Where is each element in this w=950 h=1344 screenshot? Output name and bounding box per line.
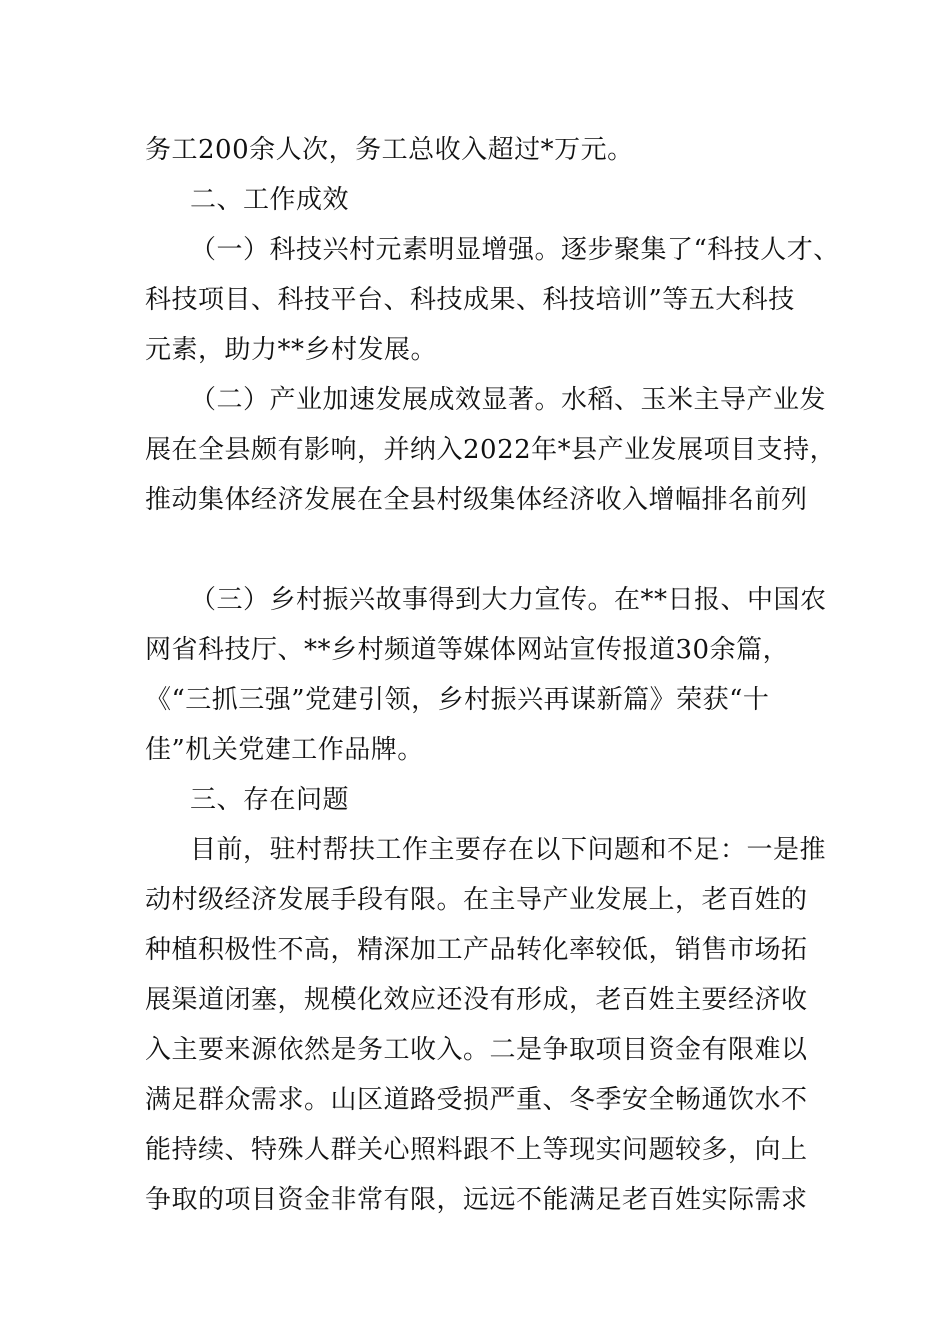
text-line: 科技项目、科技平台、科技成果、科技培训”等五大科技 (145, 285, 795, 315)
text-line: 入主要来源依然是务工收入。二是争取项目资金有限难以 (145, 1035, 808, 1065)
text-line: 能持续、特殊人群关心照料跟不上等现实问题较多，向上 (145, 1135, 808, 1165)
text-line: 推动集体经济发展在全县村级集体经济收入增幅排名前列 (145, 485, 808, 515)
text-line: 目前，驻村帮扶工作主要存在以下问题和不足：一是推 (190, 835, 827, 865)
text-line: 满足群众需求。山区道路受损严重、冬季安全畅通饮水不 (145, 1085, 808, 1115)
text-line: 《“三抓三强”党建引领，乡村振兴再谋新篇》荣获“十 (145, 685, 770, 715)
text-line: 元素，助力**乡村发展。 (145, 335, 438, 365)
text-line: 展在全县颇有影响，并纳入2022年*县产业发展项目支持， (145, 435, 837, 465)
text-line: 争取的项目资金非常有限，远远不能满足老百姓实际需求 (145, 1185, 808, 1215)
text-line: （一）科技兴村元素明显增强。逐步聚集了“科技人才、 (190, 235, 840, 265)
text-line: 展渠道闭塞，规模化效应还没有形成，老百姓主要经济收 (145, 985, 808, 1015)
text-line: （三）乡村振兴故事得到大力宣传。在**日报、中国农 (190, 585, 827, 615)
text-line: （二）产业加速发展成效显著。水稻、玉米主导产业发 (190, 385, 827, 415)
text-line: 网省科技厅、**乡村频道等媒体网站宣传报道30余篇， (145, 635, 790, 665)
section-heading: 三、存在问题 (190, 785, 350, 815)
text-line: 动村级经济发展手段有限。在主导产业发展上，老百姓的 (145, 885, 808, 915)
text-line: 务工200余人次，务工总收入超过*万元。 (145, 135, 634, 165)
text-line: 种植积极性不高，精深加工产品转化率较低，销售市场拓 (145, 935, 808, 965)
section-heading: 二、工作成效 (190, 185, 350, 215)
text-line: 佳”机关党建工作品牌。 (145, 735, 424, 765)
